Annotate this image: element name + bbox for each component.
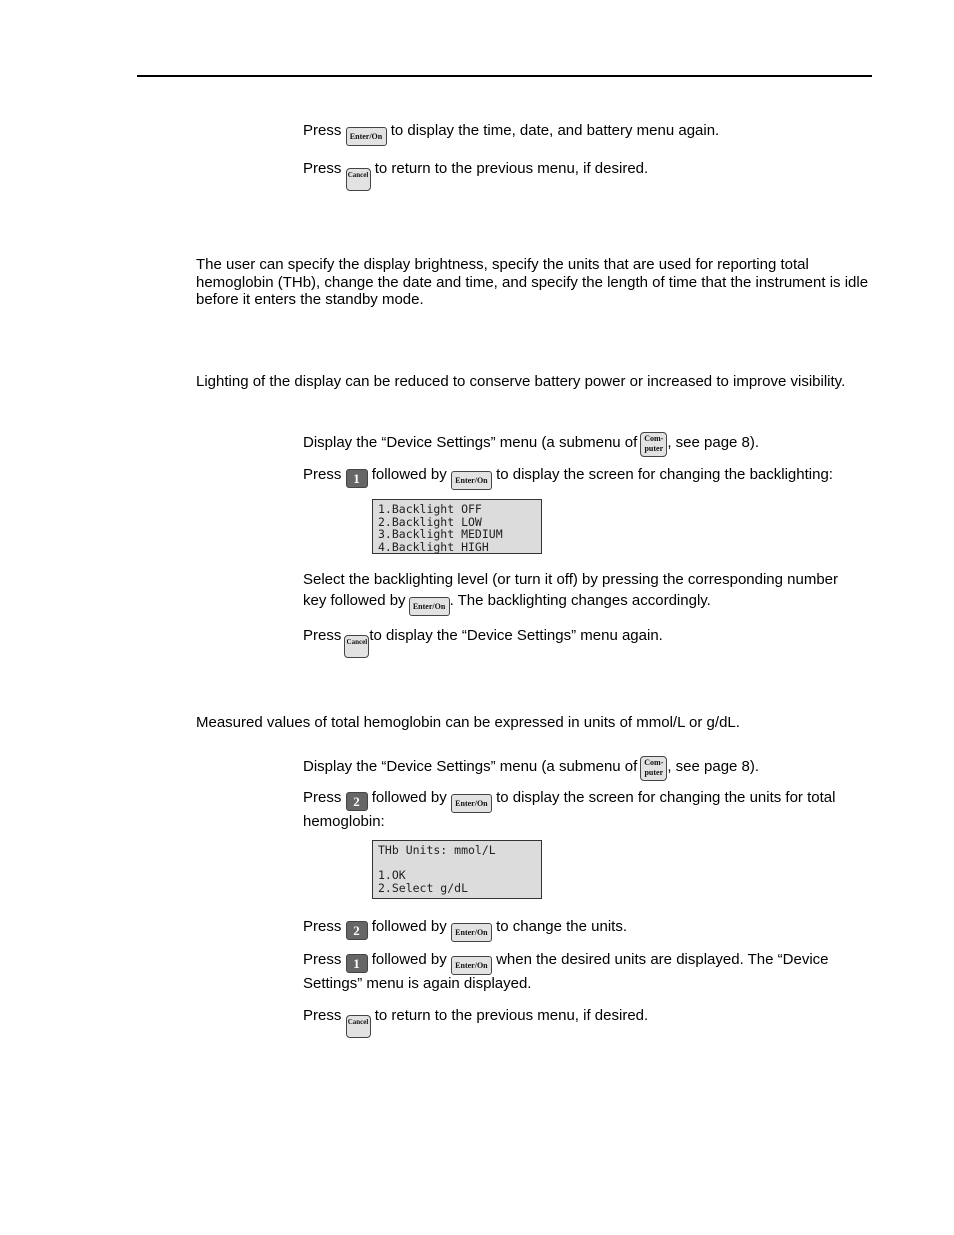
lcd-line: THb Units: mmol/L (378, 843, 496, 857)
enter-on-key-icon: Enter/On (346, 127, 387, 146)
cancel-key-icon: Cancel (344, 635, 369, 658)
step-enter-time-date: Press Enter/On to display the time, date, and battery menu again. (303, 122, 719, 146)
units-paragraph: Measured values of total hemoglobin can be expressed in units of mmol/L or g/dL. (196, 714, 740, 731)
units-step-confirm: Press 1 followed by Enter/On when the desired units are displayed. The “Device Settings” menu is again displayed. (303, 951, 829, 992)
units-step-cancel: Press Cancel to return to the previous menu, if desired. (303, 1007, 648, 1038)
units-lcd-screen (372, 840, 542, 899)
enter-on-key-icon: Enter/On (451, 956, 492, 975)
units-step-display-menu: Display the “Device Settings” menu (a submenu of Com- puter , see page 8). (303, 756, 759, 781)
number-1-key-icon: 1 (346, 954, 368, 973)
number-1-key-icon: 1 (346, 469, 368, 488)
lcd-line: 4.Backlight HIGH (378, 539, 489, 554)
lcd-line: 1.OK (378, 868, 406, 883)
backlight-step-press-1: Press 1 followed by Enter/On to display the screen for changing the backlighting: (303, 466, 833, 490)
number-2-key-icon: 2 (346, 792, 368, 811)
enter-on-key-icon: Enter/On (451, 471, 492, 490)
units-step-press-2: Press 2 followed by Enter/On to display the screen for changing the units for total hemoglobin: (303, 789, 836, 830)
header-rule (137, 75, 872, 77)
lcd-line: 3.Backlight MEDIUM (378, 527, 503, 542)
intro-paragraph: The user can specify the display brightness, specify the units that are used for reporting total hemoglobin (THb), change the date and time, and specify the length of time that the instrument is idle before it enters the standby mode. (196, 256, 869, 308)
lcd-line: 2.Backlight LOW (378, 514, 482, 529)
lcd-line: 1.Backlight OFF (378, 502, 482, 516)
number-2-key-icon: 2 (346, 921, 368, 940)
backlight-step-select-level: Select the backlighting level (or turn it off) by pressing the corresponding number key followed by Enter/On . The backlighting changes accordingly. (303, 571, 873, 616)
lcd-line: 2.Select g/dL (378, 880, 469, 895)
cancel-key-icon: Cancel (346, 1015, 371, 1038)
computer-key-icon: Com- puter (640, 756, 667, 781)
backlight-lcd-screen (372, 499, 542, 554)
backlight-step-cancel: Press Cancel to display the “Device Settings” menu again. (303, 627, 663, 658)
step-cancel-return: Press Cancel to return to the previous menu, if desired. (303, 160, 648, 191)
units-step-change: Press 2 followed by Enter/On to change the units. (303, 918, 627, 942)
computer-key-icon: Com- puter (640, 432, 667, 457)
enter-on-key-icon: Enter/On (451, 923, 492, 942)
enter-on-key-icon: Enter/On (451, 794, 492, 813)
backlight-paragraph: Lighting of the display can be reduced to conserve battery power or increased to improve visibility. (196, 373, 846, 390)
cancel-key-icon: Cancel (346, 168, 371, 191)
enter-on-key-icon: Enter/On (409, 597, 450, 616)
backlight-step-display-menu: Display the “Device Settings” menu (a submenu of Com- puter , see page 8). (303, 432, 759, 457)
